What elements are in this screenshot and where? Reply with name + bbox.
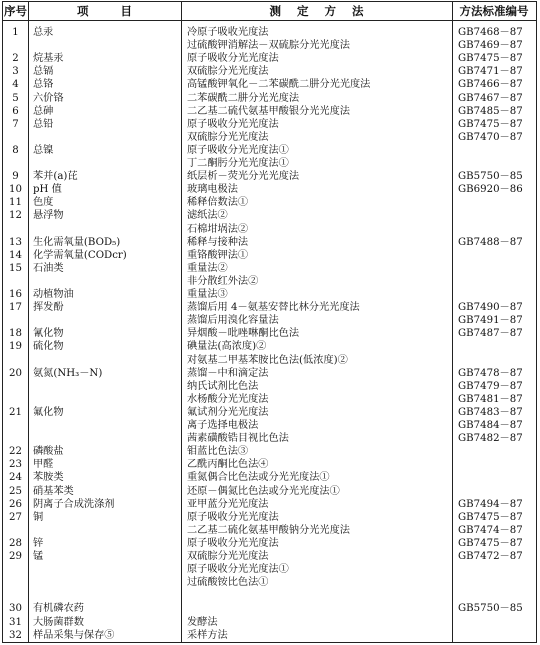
table-row bbox=[3, 445, 536, 458]
row-standard: GB7483－87 bbox=[458, 406, 523, 418]
row-item bbox=[33, 223, 178, 236]
header-item: 项 目 bbox=[76, 4, 133, 18]
table-row bbox=[3, 183, 536, 196]
row-method bbox=[187, 589, 449, 602]
row-item: 锌 bbox=[33, 537, 44, 549]
row-method: 蒸馏后用溴化容量法 bbox=[187, 315, 279, 327]
row-standard bbox=[458, 209, 538, 222]
row-num: 15 bbox=[9, 262, 22, 274]
table-row bbox=[3, 419, 536, 432]
table-row bbox=[3, 589, 536, 602]
row-standard: GB7469－87 bbox=[458, 40, 523, 52]
row-method: 重氮偶合比色法或分光光度法① bbox=[187, 472, 330, 484]
row-num: 32 bbox=[9, 629, 22, 641]
row-num: 24 bbox=[9, 472, 22, 484]
row-standard: GB5750－85 bbox=[458, 603, 523, 615]
row-num bbox=[3, 524, 28, 537]
table-row bbox=[3, 354, 536, 367]
table-row bbox=[3, 118, 536, 131]
row-method: 茜素磺酸锆目视比色法 bbox=[187, 433, 289, 445]
row-method: 还原－偶氮比色法或分光光度法① bbox=[187, 485, 340, 497]
row-num: 31 bbox=[9, 616, 22, 628]
row-method: 双硫腙分光光度法 bbox=[187, 551, 269, 562]
row-standard: GB7475－87 bbox=[458, 537, 523, 549]
row-method: 发酵法 bbox=[187, 616, 218, 628]
table-row bbox=[3, 65, 536, 78]
table-header bbox=[3, 2, 536, 21]
table-row bbox=[3, 170, 536, 183]
row-method: 原子吸收分光光度法 bbox=[187, 537, 279, 549]
row-num: 2 bbox=[12, 53, 19, 65]
table-row bbox=[3, 458, 536, 471]
row-num: 30 bbox=[9, 603, 22, 615]
row-item: 甲醛 bbox=[33, 459, 54, 471]
row-item: 挥发酚 bbox=[33, 302, 64, 314]
row-num: 29 bbox=[9, 551, 22, 562]
row-standard: GB7475－87 bbox=[458, 511, 523, 523]
row-num: 10 bbox=[9, 184, 22, 196]
row-num bbox=[3, 354, 28, 367]
row-item: 总铅 bbox=[33, 118, 54, 130]
row-standard: GB7467－87 bbox=[458, 92, 523, 104]
table-row bbox=[3, 26, 536, 39]
row-num: 1 bbox=[12, 27, 19, 38]
row-num: 28 bbox=[9, 537, 22, 549]
row-num: 26 bbox=[9, 498, 22, 510]
row-num bbox=[3, 223, 28, 236]
row-num bbox=[3, 275, 28, 288]
row-standard bbox=[458, 576, 538, 589]
row-num: 4 bbox=[12, 79, 19, 91]
table-row bbox=[3, 550, 536, 563]
table-row bbox=[3, 249, 536, 262]
row-standard bbox=[458, 354, 538, 367]
table-row bbox=[3, 327, 536, 340]
row-standard bbox=[458, 589, 538, 602]
row-item: 硝基苯类 bbox=[33, 485, 74, 497]
table-row bbox=[3, 616, 536, 629]
row-num bbox=[3, 131, 28, 144]
row-method: 原子吸收分光光度法 bbox=[187, 53, 279, 65]
table-row bbox=[3, 393, 536, 406]
row-num bbox=[3, 157, 28, 170]
row-standard bbox=[458, 196, 538, 209]
row-standard bbox=[458, 485, 538, 498]
row-item: 石油类 bbox=[33, 262, 64, 274]
row-item: 化学需氧量(CODcr) bbox=[33, 249, 127, 261]
row-standard: GB7468－87 bbox=[458, 27, 523, 38]
table-row bbox=[3, 485, 536, 498]
row-item: 样品采集与保存⑤ bbox=[33, 629, 115, 641]
row-num: 17 bbox=[9, 302, 22, 314]
table-row bbox=[3, 288, 536, 301]
row-item: 锰 bbox=[33, 551, 44, 562]
table-row bbox=[3, 471, 536, 484]
row-method: 二乙基二硫化氨基甲酸钠分光光度法 bbox=[187, 524, 350, 536]
row-standard bbox=[458, 157, 538, 170]
row-standard: GB7470－87 bbox=[458, 131, 523, 143]
row-standard bbox=[458, 288, 538, 301]
row-method: 纳氏试剂比色法 bbox=[187, 380, 259, 392]
table-row bbox=[3, 629, 536, 642]
table-row bbox=[3, 144, 536, 157]
row-item bbox=[33, 314, 178, 327]
row-method: 二苯碳酰二肼分光光度法 bbox=[187, 92, 300, 104]
table-row bbox=[3, 511, 536, 524]
row-num bbox=[3, 39, 28, 52]
row-standard bbox=[458, 249, 538, 262]
row-num: 23 bbox=[9, 459, 22, 471]
row-method: 双硫腙分光光度法 bbox=[187, 131, 269, 143]
row-method: 双硫腙分光光度法 bbox=[187, 66, 269, 78]
row-num: 25 bbox=[9, 485, 22, 497]
row-item: 生化需氧量(BOD₅) bbox=[33, 236, 121, 248]
row-method: 过硫酸钾消解法－双硫腙分光光度法 bbox=[187, 40, 350, 52]
table-row bbox=[3, 78, 536, 91]
table-row bbox=[3, 314, 536, 327]
row-standard bbox=[458, 144, 538, 157]
table-row bbox=[3, 223, 536, 236]
row-num: 21 bbox=[9, 406, 22, 418]
table-row bbox=[3, 432, 536, 445]
header-num: 序号 bbox=[4, 4, 27, 18]
row-item: 总砷 bbox=[33, 105, 54, 117]
row-item: 总铬 bbox=[33, 79, 54, 91]
row-item bbox=[33, 563, 178, 576]
standards-table bbox=[2, 1, 537, 643]
table-row bbox=[3, 131, 536, 144]
table-row bbox=[3, 380, 536, 393]
row-method: 采样方法 bbox=[187, 629, 228, 641]
row-standard: GB7475－87 bbox=[458, 118, 523, 130]
row-standard: GB7474－87 bbox=[458, 524, 523, 536]
row-item: 大肠菌群数 bbox=[33, 616, 84, 628]
row-item: 铜 bbox=[33, 511, 44, 523]
table-row bbox=[3, 196, 536, 209]
table-row bbox=[3, 105, 536, 118]
row-num: 16 bbox=[9, 289, 22, 300]
row-method: 亚甲蓝分光光度法 bbox=[187, 498, 269, 510]
table-row bbox=[3, 563, 536, 576]
row-num: 5 bbox=[12, 92, 19, 104]
row-method: 原子吸收分光光度法 bbox=[187, 511, 279, 523]
row-item: 硫化物 bbox=[33, 341, 64, 353]
row-item: 磷酸盐 bbox=[33, 446, 64, 458]
row-method: 滤纸法② bbox=[187, 210, 228, 222]
row-standard: GB6920－86 bbox=[458, 184, 523, 196]
row-method: 纸层析－荧光分光光度法 bbox=[187, 171, 300, 183]
row-num: 9 bbox=[12, 171, 19, 183]
row-num bbox=[3, 589, 28, 602]
row-item: 氟化物 bbox=[33, 406, 64, 418]
table-row bbox=[3, 275, 536, 288]
table-row bbox=[3, 498, 536, 511]
row-method bbox=[187, 602, 449, 615]
row-item bbox=[33, 380, 178, 393]
row-standard bbox=[458, 340, 538, 353]
table-row bbox=[3, 367, 536, 380]
row-item: 悬浮物 bbox=[33, 210, 64, 222]
table-row bbox=[3, 576, 536, 589]
row-item bbox=[33, 393, 178, 406]
table-row bbox=[3, 92, 536, 105]
row-standard: GB7471－87 bbox=[458, 66, 523, 78]
table-row bbox=[3, 236, 536, 249]
row-item bbox=[33, 589, 178, 602]
row-standard: GB7466－87 bbox=[458, 79, 523, 91]
row-standard: GB7472－87 bbox=[458, 551, 523, 562]
row-num bbox=[3, 419, 28, 432]
row-standard: GB7479－87 bbox=[458, 380, 523, 392]
row-item: 氨氮(NH₃－N) bbox=[33, 367, 103, 379]
row-method: 蒸馏后用 4－氨基安替比林分光光度法 bbox=[187, 302, 360, 314]
row-item: pH 值 bbox=[33, 184, 62, 196]
row-item bbox=[33, 419, 178, 432]
row-item bbox=[33, 39, 178, 52]
row-standard bbox=[458, 223, 538, 236]
table-row bbox=[3, 537, 536, 550]
row-method: 稀释倍数法① bbox=[187, 197, 249, 209]
row-standard: GB7484－87 bbox=[458, 420, 523, 431]
row-method: 过硫酸铵比色法① bbox=[187, 577, 269, 589]
row-item: 六价铬 bbox=[33, 92, 64, 104]
row-method: 钼蓝比色法③ bbox=[187, 446, 249, 458]
row-standard bbox=[458, 616, 538, 629]
row-method: 原子吸收分光光度法① bbox=[187, 564, 289, 576]
row-standard: GB7475－87 bbox=[458, 53, 523, 65]
row-standard bbox=[458, 275, 538, 288]
row-item: 总镉 bbox=[33, 66, 54, 78]
row-method: 对氨基二甲基苯胺比色法(低浓度)② bbox=[187, 354, 348, 366]
row-num bbox=[3, 314, 28, 327]
row-num: 22 bbox=[9, 446, 22, 458]
header-method: 测 定 方 法 bbox=[269, 4, 364, 18]
row-num: 12 bbox=[9, 210, 22, 222]
row-standard bbox=[458, 458, 538, 471]
table-row bbox=[3, 262, 536, 275]
row-standard: GB7490－87 bbox=[458, 302, 523, 314]
row-standard: GB7482－87 bbox=[458, 433, 523, 445]
row-item bbox=[33, 524, 178, 537]
row-item: 总镍 bbox=[33, 144, 54, 156]
row-num: 7 bbox=[12, 118, 19, 130]
row-item bbox=[33, 275, 178, 288]
row-method: 重量法③ bbox=[187, 289, 228, 300]
row-item: 氰化物 bbox=[33, 328, 64, 340]
row-method: 离子选择电极法 bbox=[187, 420, 259, 431]
row-item: 烷基汞 bbox=[33, 53, 64, 65]
table-row bbox=[3, 301, 536, 314]
row-method: 玻璃电极法 bbox=[187, 184, 238, 196]
row-item: 总汞 bbox=[33, 27, 54, 38]
row-method: 高锰酸钾氧化－二苯碳酰二肼分光光度法 bbox=[187, 79, 371, 91]
row-item bbox=[33, 131, 178, 144]
row-num: 11 bbox=[9, 197, 22, 209]
row-item: 苯并(a)芘 bbox=[33, 171, 78, 183]
row-method: 稀释与接种法 bbox=[187, 236, 249, 248]
row-num: 18 bbox=[9, 328, 22, 340]
row-standard: GB7478－87 bbox=[458, 367, 523, 379]
row-method: 原子吸收分光光度法① bbox=[187, 144, 289, 156]
row-num: 8 bbox=[12, 144, 19, 156]
row-num: 6 bbox=[12, 105, 19, 117]
row-num bbox=[3, 393, 28, 406]
row-num bbox=[3, 380, 28, 393]
row-item: 阴离子合成洗涤剂 bbox=[33, 498, 115, 510]
table-row bbox=[3, 157, 536, 170]
table-row bbox=[3, 209, 536, 222]
row-method: 氟试剂分光光度法 bbox=[187, 406, 269, 418]
row-item bbox=[33, 432, 178, 445]
row-num bbox=[3, 563, 28, 576]
row-num: 27 bbox=[9, 511, 22, 523]
row-method: 石棉坩埚法② bbox=[187, 223, 249, 235]
row-method: 非分散红外法② bbox=[187, 275, 259, 287]
table-row bbox=[3, 524, 536, 537]
row-method: 碘量法(高浓度)② bbox=[187, 341, 267, 353]
row-item bbox=[33, 354, 178, 367]
row-standard: GB5750－85 bbox=[458, 171, 523, 183]
row-method: 重铬酸钾法① bbox=[187, 249, 249, 261]
row-standard: GB7488－87 bbox=[458, 236, 523, 248]
row-standard bbox=[458, 629, 538, 642]
row-item: 苯胺类 bbox=[33, 472, 64, 484]
row-num bbox=[3, 576, 28, 589]
row-standard: GB7494－87 bbox=[458, 498, 523, 510]
table-row bbox=[3, 52, 536, 65]
row-standard: GB7487－87 bbox=[458, 328, 523, 340]
row-method: 乙酰丙酮比色法④ bbox=[187, 459, 269, 471]
row-num: 19 bbox=[9, 341, 22, 353]
header-standard: 方法标准编号 bbox=[459, 4, 529, 18]
row-standard bbox=[458, 445, 538, 458]
table-row bbox=[3, 602, 536, 615]
row-standard: GB7485－87 bbox=[458, 105, 523, 117]
row-item: 色度 bbox=[33, 197, 54, 209]
row-num: 20 bbox=[9, 367, 22, 379]
row-standard: GB7491－87 bbox=[458, 315, 523, 327]
row-num bbox=[3, 432, 28, 445]
row-method: 二乙基二硫代氨基甲酸银分光光度法 bbox=[187, 105, 350, 117]
row-method: 冷原子吸收光度法 bbox=[187, 27, 269, 38]
row-method: 异烟酸－吡唑啉酮比色法 bbox=[187, 328, 300, 340]
row-standard bbox=[458, 262, 538, 275]
row-standard bbox=[458, 563, 538, 576]
row-standard: GB7481－87 bbox=[458, 393, 523, 405]
row-method: 重量法② bbox=[187, 262, 228, 274]
table-row bbox=[3, 406, 536, 419]
row-method: 水杨酸分光光度法 bbox=[187, 393, 269, 405]
row-num: 14 bbox=[9, 249, 22, 261]
row-method: 丁二酮肟分光光度法① bbox=[187, 158, 289, 169]
table-row bbox=[3, 39, 536, 52]
row-num: 3 bbox=[12, 66, 19, 78]
table-row bbox=[3, 340, 536, 353]
row-standard bbox=[458, 471, 538, 484]
row-method: 蒸馏－中和滴定法 bbox=[187, 367, 269, 379]
row-item bbox=[33, 576, 178, 589]
row-num: 13 bbox=[9, 236, 22, 248]
row-item: 动植物油 bbox=[33, 289, 74, 300]
row-item bbox=[33, 157, 178, 170]
row-item: 有机磷农药 bbox=[33, 603, 84, 615]
row-method: 原子吸收分光光度法 bbox=[187, 118, 279, 130]
